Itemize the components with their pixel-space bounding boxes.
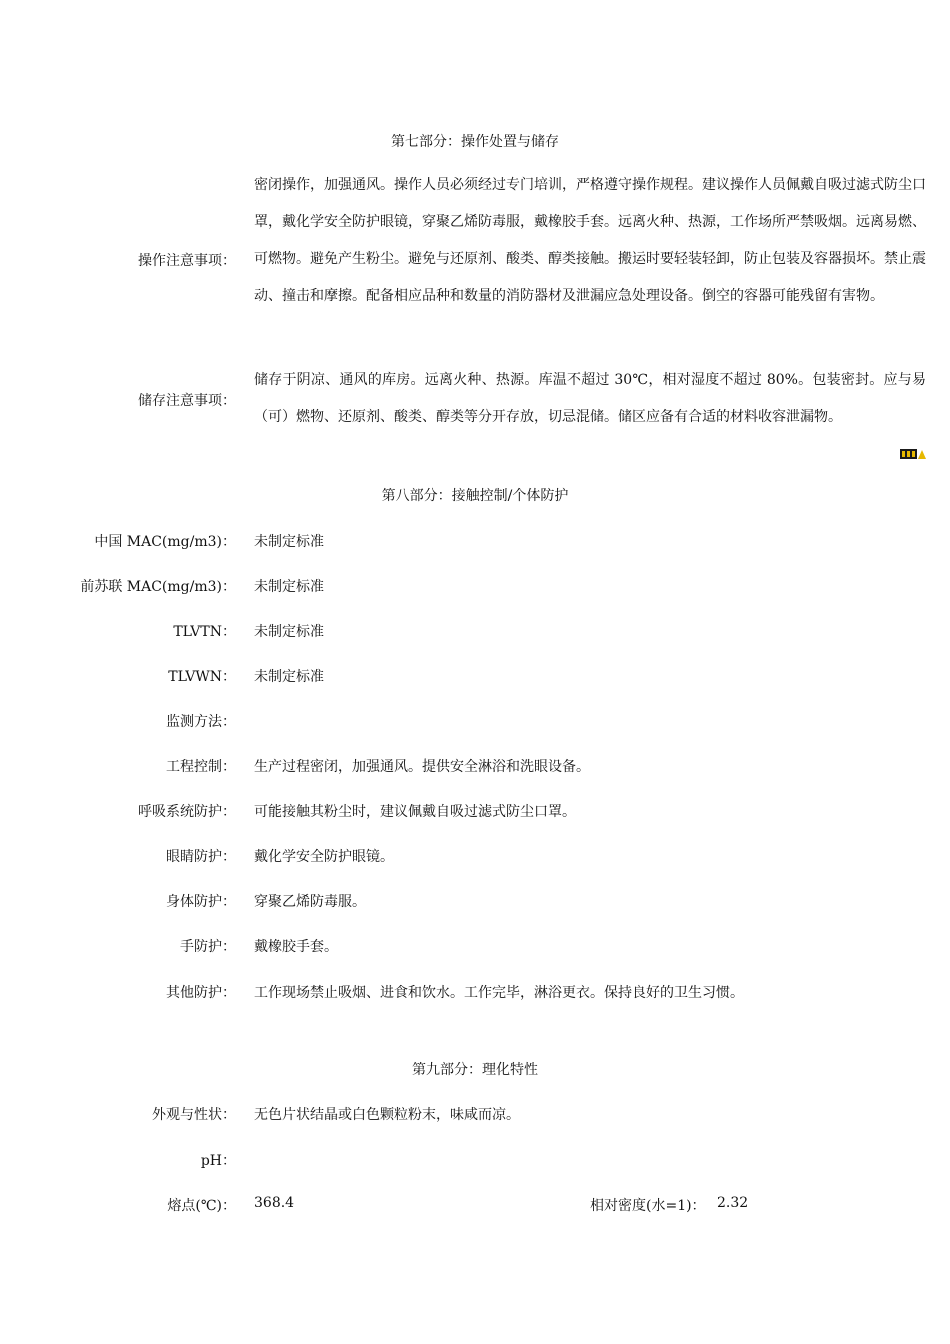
row-value: 戴橡胶手套。	[254, 939, 338, 955]
operation-label: 操作注意事项：	[138, 253, 236, 269]
ph-label: pH：	[200, 1153, 236, 1169]
row-value: 可能接触其粉尘时，建议佩戴自吸过滤式防尘口罩。	[254, 804, 576, 820]
row-value: 生产过程密闭，加强通风。提供安全淋浴和洗眼设备。	[254, 759, 590, 775]
row-label: 呼吸系统防护：	[138, 804, 236, 820]
melting-point-label: 熔点(℃)：	[167, 1198, 236, 1214]
storage-label: 储存注意事项：	[138, 393, 236, 409]
row-value: 未制定标准	[254, 579, 324, 595]
row-label: TLVWN：	[168, 669, 236, 685]
appearance-value: 无色片状结晶或白色颗粒粉末，味咸而凉。	[254, 1107, 520, 1123]
row-label: 眼睛防护：	[166, 849, 236, 865]
section-9-title: 第九部分：理化特性	[412, 1062, 538, 1078]
row-label: 手防护：	[180, 939, 236, 955]
density-label: 相对密度(水=1)：	[590, 1198, 706, 1214]
row-label: 其他防护：	[166, 985, 236, 1001]
melting-point-value: 368.4	[254, 1195, 295, 1211]
row-label: 身体防护：	[166, 894, 236, 910]
publisher-logo-icon	[900, 448, 926, 460]
row-value: 未制定标准	[254, 624, 324, 640]
section-7-title: 第七部分：操作处置与储存	[391, 134, 559, 150]
row-label: 中国 MAC(mg/m3)：	[94, 534, 236, 550]
row-label: 工程控制：	[166, 759, 236, 775]
row-value: 穿聚乙烯防毒服。	[254, 894, 366, 910]
row-value: 戴化学安全防护眼镜。	[254, 849, 394, 865]
appearance-label: 外观与性状：	[152, 1107, 236, 1123]
section-8-title: 第八部分：接触控制/个体防护	[381, 488, 569, 504]
storage-text: 储存于阴凉、通风的库房。远离火种、热源。库温不超过 30℃，相对湿度不超过 80%。包装密封。应与易（可）燃物、还原剂、酸类、醇类等分开存放，切忌混储。储区应备有合适的材料收容泄漏物。	[254, 372, 926, 425]
row-value: 未制定标准	[254, 534, 324, 550]
row-label: 前苏联 MAC(mg/m3)：	[80, 579, 236, 595]
row-value: 未制定标准	[254, 669, 324, 685]
density-value: 2.32	[717, 1195, 749, 1211]
row-label: TLVTN：	[173, 624, 236, 640]
operation-text: 密闭操作，加强通风。操作人员必须经过专门培训，严格遵守操作规程。建议操作人员佩戴自吸过滤式防尘口罩，戴化学安全防护眼镜，穿聚乙烯防毒服，戴橡胶手套。远离火种、热源，工作场所严禁吸烟。远离易燃、可燃物。避免产生粉尘。避免与还原剂、酸类、醇类接触。搬运时要轻装轻卸，防止包装及容器损坏。禁止震动、撞击和摩擦。配备相应品种和数量的消防器材及泄漏应急处理设备。倒空的容器可能残留有害物。	[254, 177, 926, 304]
row-value: 工作现场禁止吸烟、进食和饮水。工作完毕，淋浴更衣。保持良好的卫生习惯。	[254, 985, 744, 1001]
row-label: 监测方法：	[166, 714, 236, 730]
